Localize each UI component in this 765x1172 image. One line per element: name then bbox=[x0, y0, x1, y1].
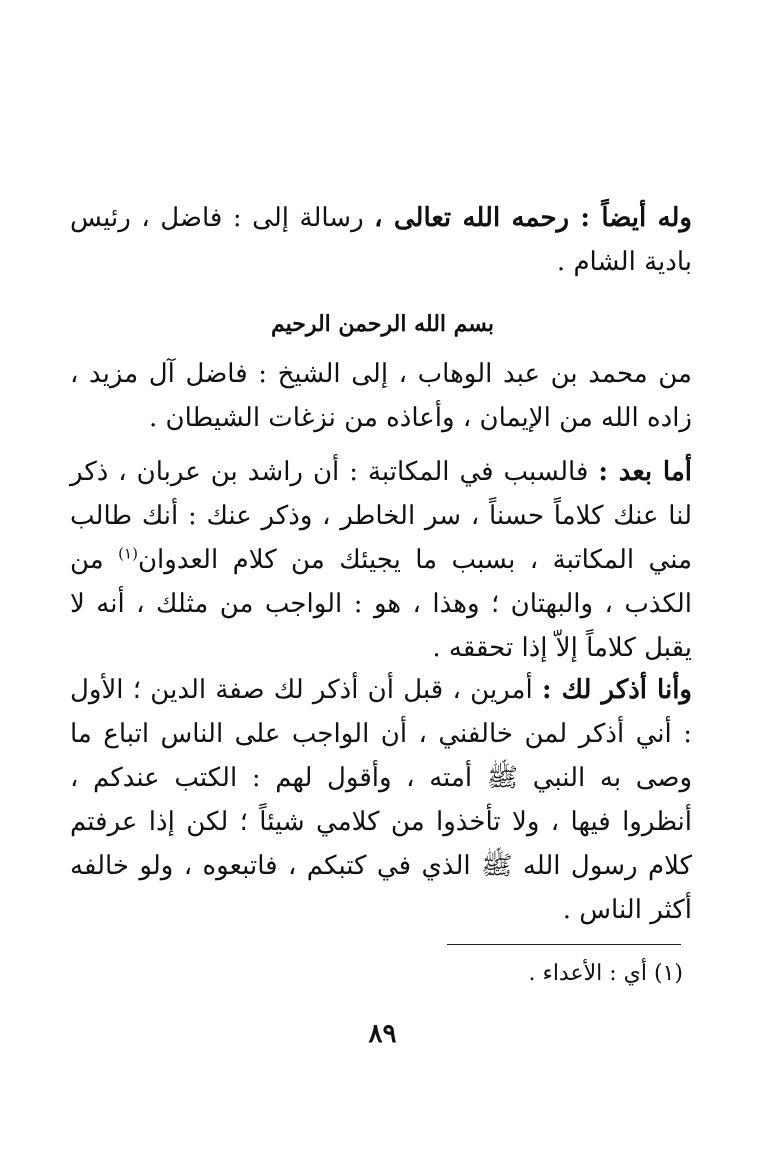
footnote-divider bbox=[447, 944, 681, 945]
footnote: (١) أي : الأعداء . bbox=[528, 961, 683, 986]
amma-text-after-note: من الكذب ، والبهتان ؛ وهذا ، هو : الواجب من مثلك ، أنه لا يقبل كلاماً إلاّ إذا تحققه . bbox=[70, 545, 692, 663]
paragraph-amma-bad bbox=[70, 450, 692, 670]
intro-lead: وله أيضاً : رحمه الله تعالى ، bbox=[374, 203, 692, 233]
footnote-marker[interactable]: (١) bbox=[118, 544, 138, 563]
basmala-heading: بسم الله الرحمن الرحيم bbox=[270, 311, 495, 337]
page-number: ٨٩ bbox=[368, 1019, 397, 1049]
intro-paragraph bbox=[70, 196, 692, 284]
paragraph-ana-adhkur bbox=[70, 668, 692, 932]
ana-lead: وأنا أذكر لك : bbox=[541, 675, 692, 705]
amma-text-before-note: فالسبب في المكاتبة : أن راشد بن عربان ، ذكر لنا عنك كلاماً حسناً ، سر الخاطر ، وذكر عنك : أنك طالب مني المكاتبة ، بسبب ما يجيئك من كلام العدوان bbox=[70, 457, 692, 575]
paragraph-from: من محمد بن عبد الوهاب ، إلى الشيخ : فاضل آل مزيد ، زاده الله من الإيمان ، وأعاذه من نزغات الشيطان . bbox=[70, 359, 692, 433]
ana-text: أمرين ، قبل أن أذكر لك صفة الدين ؛ الأول : أني أذكر لمن خالفني ، أن الواجب على الناس اتباع ما وصى به النبي ﷺ أمته ، وأقول لهم : الكتب عندكم ، أنظروا فيها ، ولا تأخذوا من كلامي شيئاً ؛ لكن إذا عرفتم كلام رسول الله ﷺ الذي في كتبكم ، فاتبعوه ، ولو خالفه أكثر الناس . bbox=[70, 675, 692, 925]
amma-lead: أما بعد : bbox=[598, 457, 692, 487]
intro-text: رسالة إلى : فاضل ، رئيس بادية الشام . bbox=[70, 203, 692, 277]
